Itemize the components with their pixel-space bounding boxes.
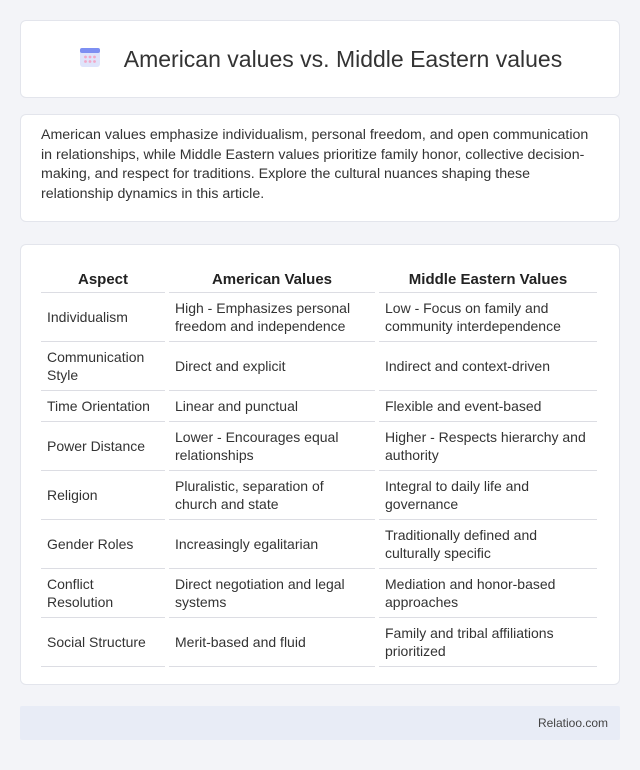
cell-american: Direct negotiation and legal systems [169,569,375,618]
table-row [41,342,597,391]
table-row [41,293,597,342]
cell-aspect: Individualism [41,293,165,342]
header-aspect: Aspect [41,263,165,293]
table-row [41,520,597,569]
cell-aspect: Conflict Resolution [41,569,165,618]
table-row [41,618,597,667]
table-row [41,569,597,618]
table-header-row [41,263,597,293]
cell-american: Increasingly egalitarian [169,520,375,569]
cell-aspect: Religion [41,471,165,520]
cell-middle-eastern: Mediation and honor-based approaches [379,569,597,618]
table-row [41,391,597,422]
intro-card [20,114,620,222]
table-row [41,471,597,520]
cell-middle-eastern: Family and tribal affiliations prioritized [379,618,597,667]
cell-middle-eastern: Higher - Respects hierarchy and authority [379,422,597,471]
cell-aspect: Gender Roles [41,520,165,569]
cell-american: Pluralistic, separation of church and state [169,471,375,520]
cell-middle-eastern: Flexible and event-based [379,391,597,422]
cell-american: High - Emphasizes personal freedom and independence [169,293,375,342]
cell-middle-eastern: Low - Focus on family and community interdependence [379,293,597,342]
cell-aspect: Time Orientation [41,391,165,422]
title-card [20,20,620,98]
cell-aspect: Social Structure [41,618,165,667]
comparison-table-card [20,244,620,685]
page-title: American values vs. Middle Eastern values [123,45,563,72]
intro-text: American values emphasize individualism, personal freedom, and open communication in relationships, while Middle Eastern values prioritize family honor, collective decision-making, and respect for traditions. Explore the cultural nuances shaping these relationship dynamics in this article. [41,127,589,202]
title-wrap [78,45,562,74]
cell-middle-eastern: Traditionally defined and culturally specific [379,520,597,569]
footer [20,706,620,740]
header-middle-eastern: Middle Eastern Values [379,263,597,293]
comparison-table [37,263,601,667]
cell-aspect: Communication Style [41,342,165,391]
cell-middle-eastern: Indirect and context-driven [379,342,597,391]
calendar-icon [78,45,102,74]
cell-american: Lower - Encourages equal relationships [169,422,375,471]
header-american: American Values [169,263,375,293]
cell-american: Merit-based and fluid [169,618,375,667]
table-row [41,422,597,471]
cell-middle-eastern: Integral to daily life and governance [379,471,597,520]
footer-brand-link[interactable]: Relatioo.com [537,716,608,730]
cell-american: Linear and punctual [169,391,375,422]
cell-aspect: Power Distance [41,422,165,471]
cell-american: Direct and explicit [169,342,375,391]
